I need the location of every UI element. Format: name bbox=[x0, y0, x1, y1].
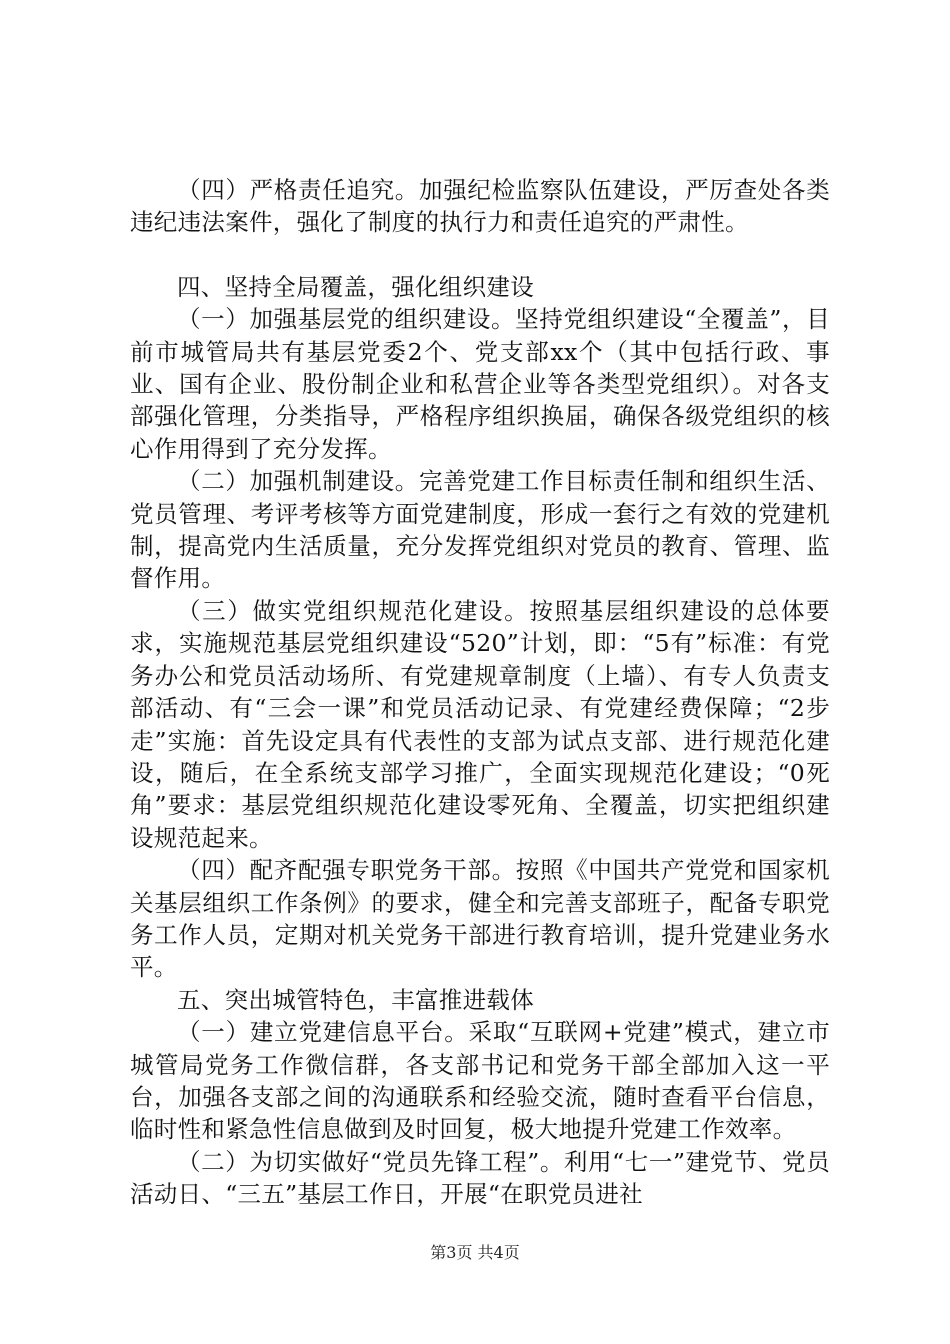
paragraph-party-cadres: （四）配齐配强专职党务干部。按照《中国共产党党和国家机关基层组织工作条例》的要求，健全和完善支部班子，配备专职党务工作人员，定期对机关党务干部进行教育培训，提升党建业务水平。 bbox=[130, 856, 830, 982]
paragraph-strict-accountability: （四）严格责任追究。加强纪检监察队伍建设，严厉查处各类违纪违法案件，强化了制度的执行力和责任追究的严肃性。 bbox=[130, 176, 830, 237]
page-number-footer: 第3页 共4页 bbox=[430, 1243, 520, 1262]
section-heading-five: 五、突出城管特色，丰富推进载体 bbox=[177, 985, 534, 1014]
paragraph-vanguard-project: （二）为切实做好“党员先锋工程”。利用“七一”建党节、党员活动日、“三五”基层工作日，开展“在职党员进社 bbox=[130, 1147, 830, 1209]
paragraph-grassroots-org: （一）加强基层党的组织建设。坚持党组织建设“全覆盖”，目前市城管局共有基层党委2个、党支部xx个（其中包括行政、事业、国有企业、股份制企业和私营企业等各类型党组织）。对各支部强化管理，分类指导，严格程序组织换届，确保各级党组织的核心作用得到了充分发挥。 bbox=[130, 305, 830, 463]
paragraph-standardization: （三）做实党组织规范化建设。按照基层组织建设的总体要求，实施规范基层党组织建设“520”计划，即：“5有”标准：有党务办公和党员活动场所、有党建规章制度（上墙）、有专人负责支部活动、有“三会一课”和党员活动记录、有党建经费保障；“2步走”实施：首先设定具有代表性的支部为试点支部、进行规范化建设，随后，在全系统支部学习推广，全面实现规范化建设；“0死角”要求：基层党组织规范化建设零死角、全覆盖，切实把组织建设规范起来。 bbox=[130, 596, 830, 852]
section-heading-four: 四、坚持全局覆盖，强化组织建设 bbox=[177, 272, 534, 301]
document-body bbox=[130, 174, 830, 1211]
paragraph-info-platform: （一）建立党建信息平台。采取“互联网+党建”模式，建立市城管局党务工作微信群，各支部书记和党务干部全部加入这一平台，加强各支部之间的沟通联系和经验交流，随时查看平台信息，临时性和紧急性信息做到及时回复，极大地提升党建工作效率。 bbox=[130, 1018, 830, 1144]
paragraph-mechanism: （二）加强机制建设。完善党建工作目标责任制和组织生活、党员管理、考评考核等方面党建制度，形成一套行之有效的党建机制，提高党内生活质量，充分发挥党组织对党员的教育、管理、监督作用。 bbox=[130, 467, 830, 593]
